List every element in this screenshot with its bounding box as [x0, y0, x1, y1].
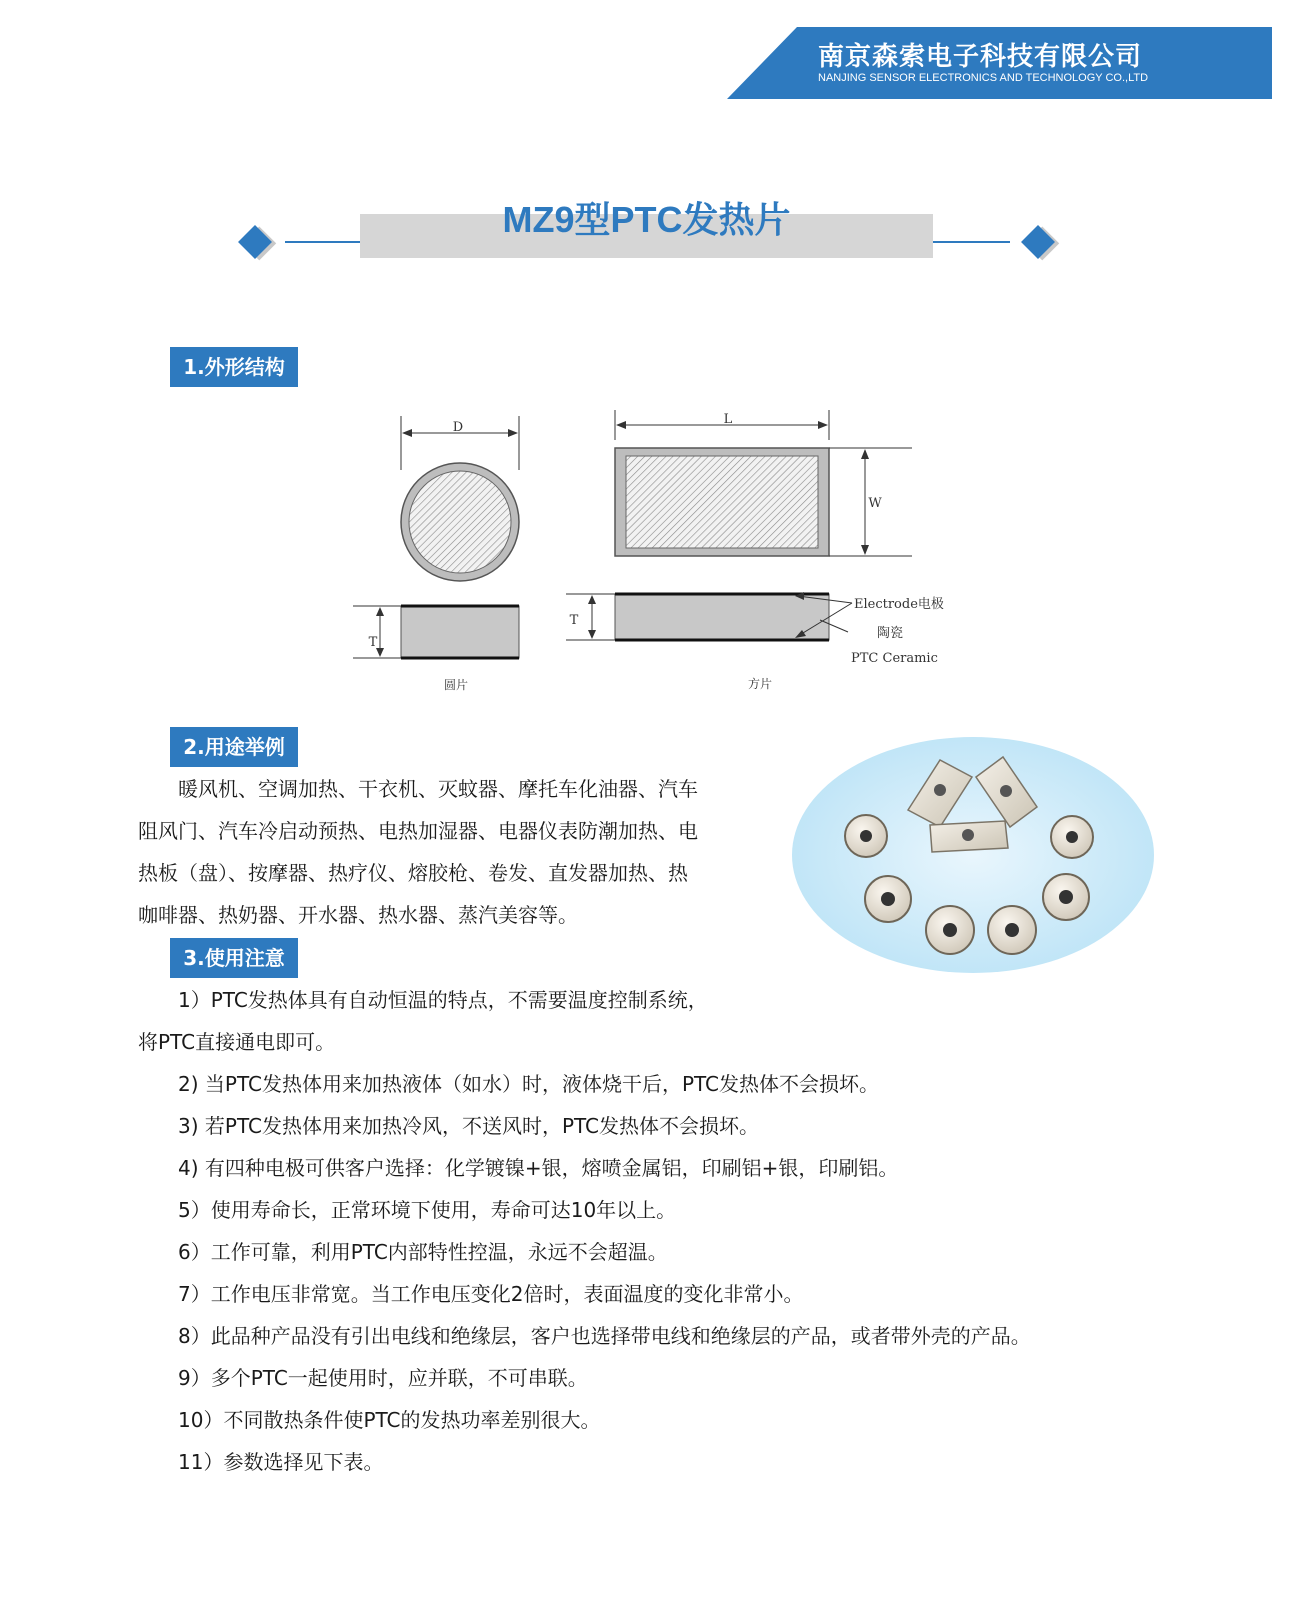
round-disc-side-view [353, 606, 519, 658]
usage-line: 热板（盘）、按摩器、热疗仪、熔胶枪、卷发、直发器加热、热 [138, 861, 688, 885]
square-side-view [566, 592, 944, 666]
note-line: 将PTC直接通电即可。 [138, 1030, 336, 1054]
note-line: 1）PTC发热体具有自动恒温的特点，不需要温度控制系统， [138, 988, 708, 1012]
dim-t-round-label: T [368, 635, 378, 650]
round-disc [926, 906, 974, 954]
page-title: MZ9型PTC发热片 [502, 199, 791, 240]
round-disc [1043, 874, 1089, 920]
company-name-en: NANJING SENSOR ELECTRONICS AND TECHNOLOGY CO.,LTD [818, 72, 1149, 84]
dim-w-label: W [868, 496, 882, 511]
round-disc [865, 876, 911, 922]
label-ceramic-cn: 陶瓷 [877, 626, 904, 641]
square-top-view [615, 410, 912, 556]
title-left-diamond [238, 225, 272, 259]
usage-line: 暖风机、空调加热、干衣机、灭蚊器、摩托车化油器、汽车 [138, 777, 698, 801]
title-right-diamond [1021, 225, 1055, 259]
product-photo [790, 735, 1160, 984]
round-disc [1051, 816, 1093, 858]
caption-square: 方片 [747, 677, 773, 691]
section-heading-shape: 1.外形结构 [170, 347, 298, 387]
note-line: 2) 当PTC发热体用来加热液体（如水）时，液体烧干后，PTC发热体不会损坏。 [138, 1072, 880, 1096]
note-line: 7）工作电压非常宽。当工作电压变化2倍时，表面温度的变化非常小。 [138, 1282, 804, 1306]
section-heading-usage: 2.用途举例 [170, 727, 298, 767]
note-line: 10）不同散热条件使PTC的发热功率差别很大。 [138, 1408, 601, 1432]
label-ceramic-en: PTC Ceramic [851, 651, 938, 666]
note-line: 8）此品种产品没有引出电线和绝缘层，客户也选择带电线和绝缘层的产品，或者带外壳的产品。 [138, 1324, 1031, 1348]
round-disc [988, 906, 1036, 954]
title-left-line [285, 241, 360, 243]
usage-paragraph [138, 768, 768, 936]
note-line: 9）多个PTC一起使用时，应并联，不可串联。 [138, 1366, 588, 1390]
company-name-cn: 南京森索电子科技有限公司 [818, 42, 1143, 72]
label-electrode: Electrode电极 [854, 597, 944, 612]
dim-d-label: D [452, 420, 464, 435]
caption-round: 圆片 [443, 678, 469, 692]
square-plate-bottom [930, 821, 1008, 852]
note-line: 3) 若PTC发热体用来加热冷风，不送风时，PTC发热体不会损坏。 [138, 1114, 760, 1138]
usage-line: 咖啡器、热奶器、开水器、热水器、蒸汽美容等。 [138, 903, 578, 927]
note-line: 4) 有四种电极可供客户选择：化学镀镍+银，熔喷金属铝，印刷铝+银，印刷铝。 [138, 1156, 899, 1180]
note-line: 11）参数选择见下表。 [138, 1450, 384, 1474]
note-line: 5）使用寿命长，正常环境下使用，寿命可达10年以上。 [138, 1198, 677, 1222]
round-disc-top-view [401, 416, 519, 581]
round-disc [845, 815, 887, 857]
title-right-line [933, 241, 1010, 243]
usage-line: 阻风门、汽车冷启动预热、电热加湿器、电器仪表防潮加热、电 [138, 819, 698, 843]
shape-diagram [340, 400, 960, 704]
dim-l-label: L [723, 412, 733, 427]
section-heading-notes: 3.使用注意 [170, 938, 298, 978]
note-line: 6）工作可靠，利用PTC内部特性控温，永远不会超温。 [138, 1240, 668, 1264]
dim-t-square-label: T [569, 613, 579, 628]
